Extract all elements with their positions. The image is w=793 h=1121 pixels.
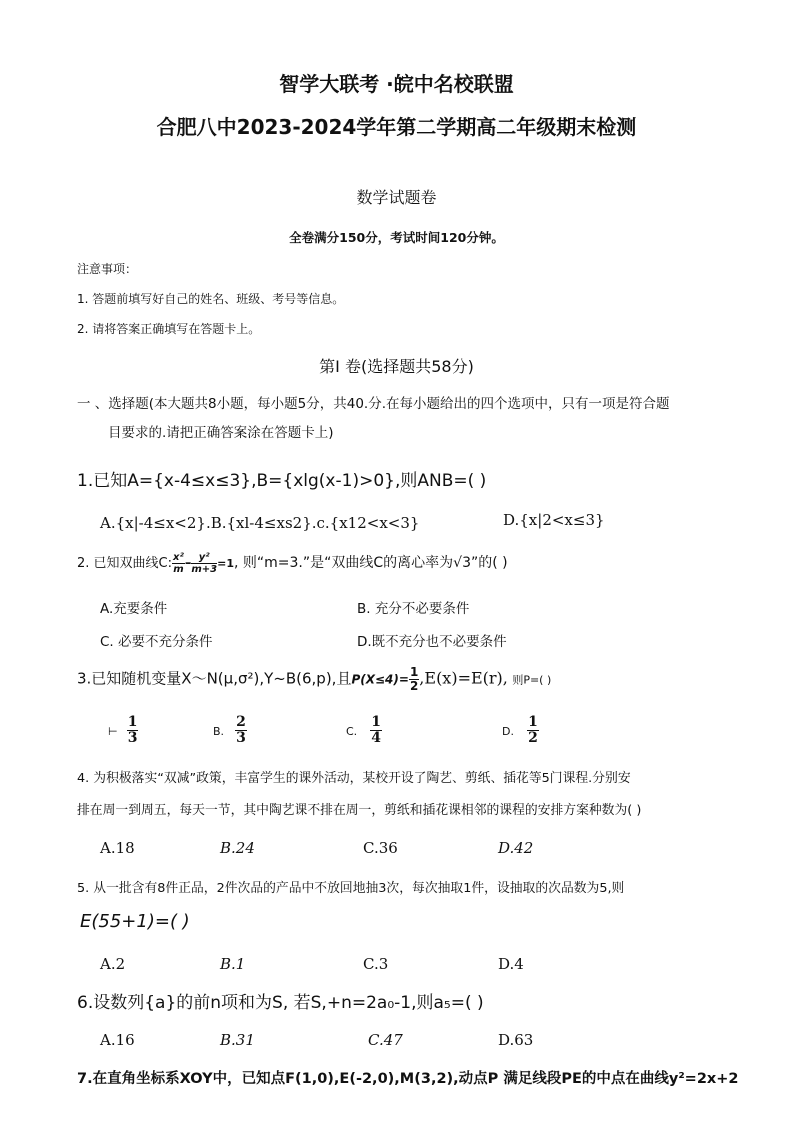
question-3-option-d-label: D. <box>502 725 514 738</box>
question-2-option-b: B. 充分不必要条件 <box>357 601 470 617</box>
question-3-option-a-num: 1 <box>127 714 138 730</box>
question-1-options-abc: A.{x|-4≤x<2}.B.{xl-4≤xs2}.c.{x12<x<3} <box>100 514 420 532</box>
note-item-2: 2. 请将答案正确填写在答题卡上。 <box>77 322 261 336</box>
question-3-option-c <box>346 715 382 746</box>
question-3-option-d <box>502 715 539 746</box>
question-2-frac-x <box>172 552 185 575</box>
question-3-half-num: 1 <box>409 665 419 679</box>
question-5-option-a: A.2 <box>100 955 126 973</box>
question-1-option-d: D.{x|2<x≤3} <box>503 511 605 529</box>
question-3-option-c-frac <box>370 715 382 746</box>
question-3-option-b-frac <box>235 715 247 746</box>
question-6-option-a: A.16 <box>100 1031 135 1049</box>
question-2-equals: =1 <box>217 557 234 570</box>
question-5-line2: E(55+1)=( ) <box>80 911 190 932</box>
question-3-option-a-label: ⊢ <box>108 725 118 738</box>
question-2-prefix: 2. 已知双曲线C: <box>77 556 172 571</box>
question-2-option-a: A.充要条件 <box>100 601 168 617</box>
question-2-frac-x-den: m <box>173 564 184 575</box>
question-3-option-d-num: 1 <box>528 714 538 730</box>
question-7-stem: 7.在直角坐标系XOY中，已知点F(1,0),E(-2,0),M(3,2),动点P 满足线段PE的中点在曲线y²=2x+2 <box>77 1071 739 1087</box>
question-3-option-b-num: 2 <box>236 714 246 730</box>
question-3-option-d-den: 2 <box>528 730 538 746</box>
question-2-minus: – <box>184 556 192 571</box>
question-2-frac-y <box>191 552 217 575</box>
section-title: 第I 卷(选择题共58分) <box>319 357 474 376</box>
question-3-option-b <box>213 715 247 746</box>
question-6-option-c: C.47 <box>368 1031 403 1049</box>
question-2-frac-x-num: x² <box>173 552 184 563</box>
question-3-option-b-den: 3 <box>236 730 246 746</box>
question-3-option-a <box>108 715 138 746</box>
question-4-line1: 4. 为积极落实“双减”政策，丰富学生的课外活动，某校开设了陶艺、剪纸、插花等5门课程.分别安 <box>77 771 631 786</box>
question-3-stem <box>77 666 551 693</box>
question-2-stem <box>77 552 508 575</box>
question-3-px: P(X≤4)= <box>351 672 409 687</box>
question-3-stem-part1: 3.已知随机变量X～N(μ,σ²),Y~B(6,p),且 <box>77 669 352 688</box>
note-item-1: 1. 答题前填写好自己的姓名、班级、考号等信息。 <box>77 292 345 306</box>
notes-heading: 注意事项： <box>77 262 138 276</box>
question-3-half <box>409 666 419 693</box>
question-3-stem-part2: ,E(x)=E(r), <box>419 668 508 688</box>
question-5-line1: 5. 从一批含有8件正品，2件次品的产品中不放回地抽3次，每次抽取1件，设抽取的次品数为5,则 <box>77 881 625 896</box>
question-6-stem: 6.设数列{a}的前n项和为S, 若S,+n=2a₀-1,则a₅=( ) <box>77 993 484 1013</box>
question-3-half-den: 2 <box>409 679 419 693</box>
question-2-option-c: C. 必要不充分条件 <box>100 634 213 650</box>
question-4-option-c: C.36 <box>363 839 398 857</box>
question-2-frac-y-den: m+3 <box>191 564 218 575</box>
exam-title-line2: 合肥八中2023-2024学年第二学期高二年级期末检测 <box>156 115 637 139</box>
question-4-option-a: A.18 <box>100 839 135 857</box>
question-2-suffix: , 则“m=3.”是“双曲线C的离心率为√3”的( ) <box>233 555 508 571</box>
question-3-option-d-frac <box>527 715 539 746</box>
question-4-option-d: D.42 <box>498 839 534 857</box>
question-3-option-b-label: B. <box>213 725 225 738</box>
question-3-option-a-frac <box>127 715 139 746</box>
question-1-stem: 1.已知A={x-4≤x≤3},B={xlg(x-1)>0},则ANB=( ) <box>77 471 487 491</box>
question-6-option-b: B.31 <box>220 1031 255 1049</box>
question-3-option-a-den: 3 <box>127 730 138 746</box>
question-3-stem-part3: 则P=( ) <box>512 673 552 687</box>
question-5-option-b: B.1 <box>220 955 246 973</box>
question-4-line2: 排在周一到周五，每天一节，其中陶艺课不排在周一，剪纸和插花课相邻的课程的安排方案种数为( ) <box>77 803 642 818</box>
section-instruction-line1: 一 、选择题(本大题共8小题，每小题5分，共40.分.在每小题给出的四个选项中，只有一项是符合题 <box>77 396 670 412</box>
exam-title-line1: 智学大联考 ·皖中名校联盟 <box>279 72 514 96</box>
question-2-option-d: D.既不充分也不必要条件 <box>357 634 507 650</box>
score-time-info: 全卷满分150分，考试时间120分钟。 <box>289 230 504 245</box>
section-instruction-line2: 目要求的.请把正确答案涂在答题卡上) <box>108 425 334 441</box>
subject-title: 数学试题卷 <box>356 188 437 207</box>
question-3-option-c-den: 4 <box>371 730 382 746</box>
question-4-option-b: B.24 <box>220 839 255 857</box>
question-6-option-d: D.63 <box>498 1031 534 1049</box>
question-2-frac-y-num: y² <box>191 552 217 564</box>
question-5-option-d: D.4 <box>498 955 524 973</box>
question-3-option-c-label: C. <box>346 725 358 738</box>
question-5-option-c: C.3 <box>363 955 389 973</box>
question-3-option-c-num: 1 <box>371 714 382 730</box>
